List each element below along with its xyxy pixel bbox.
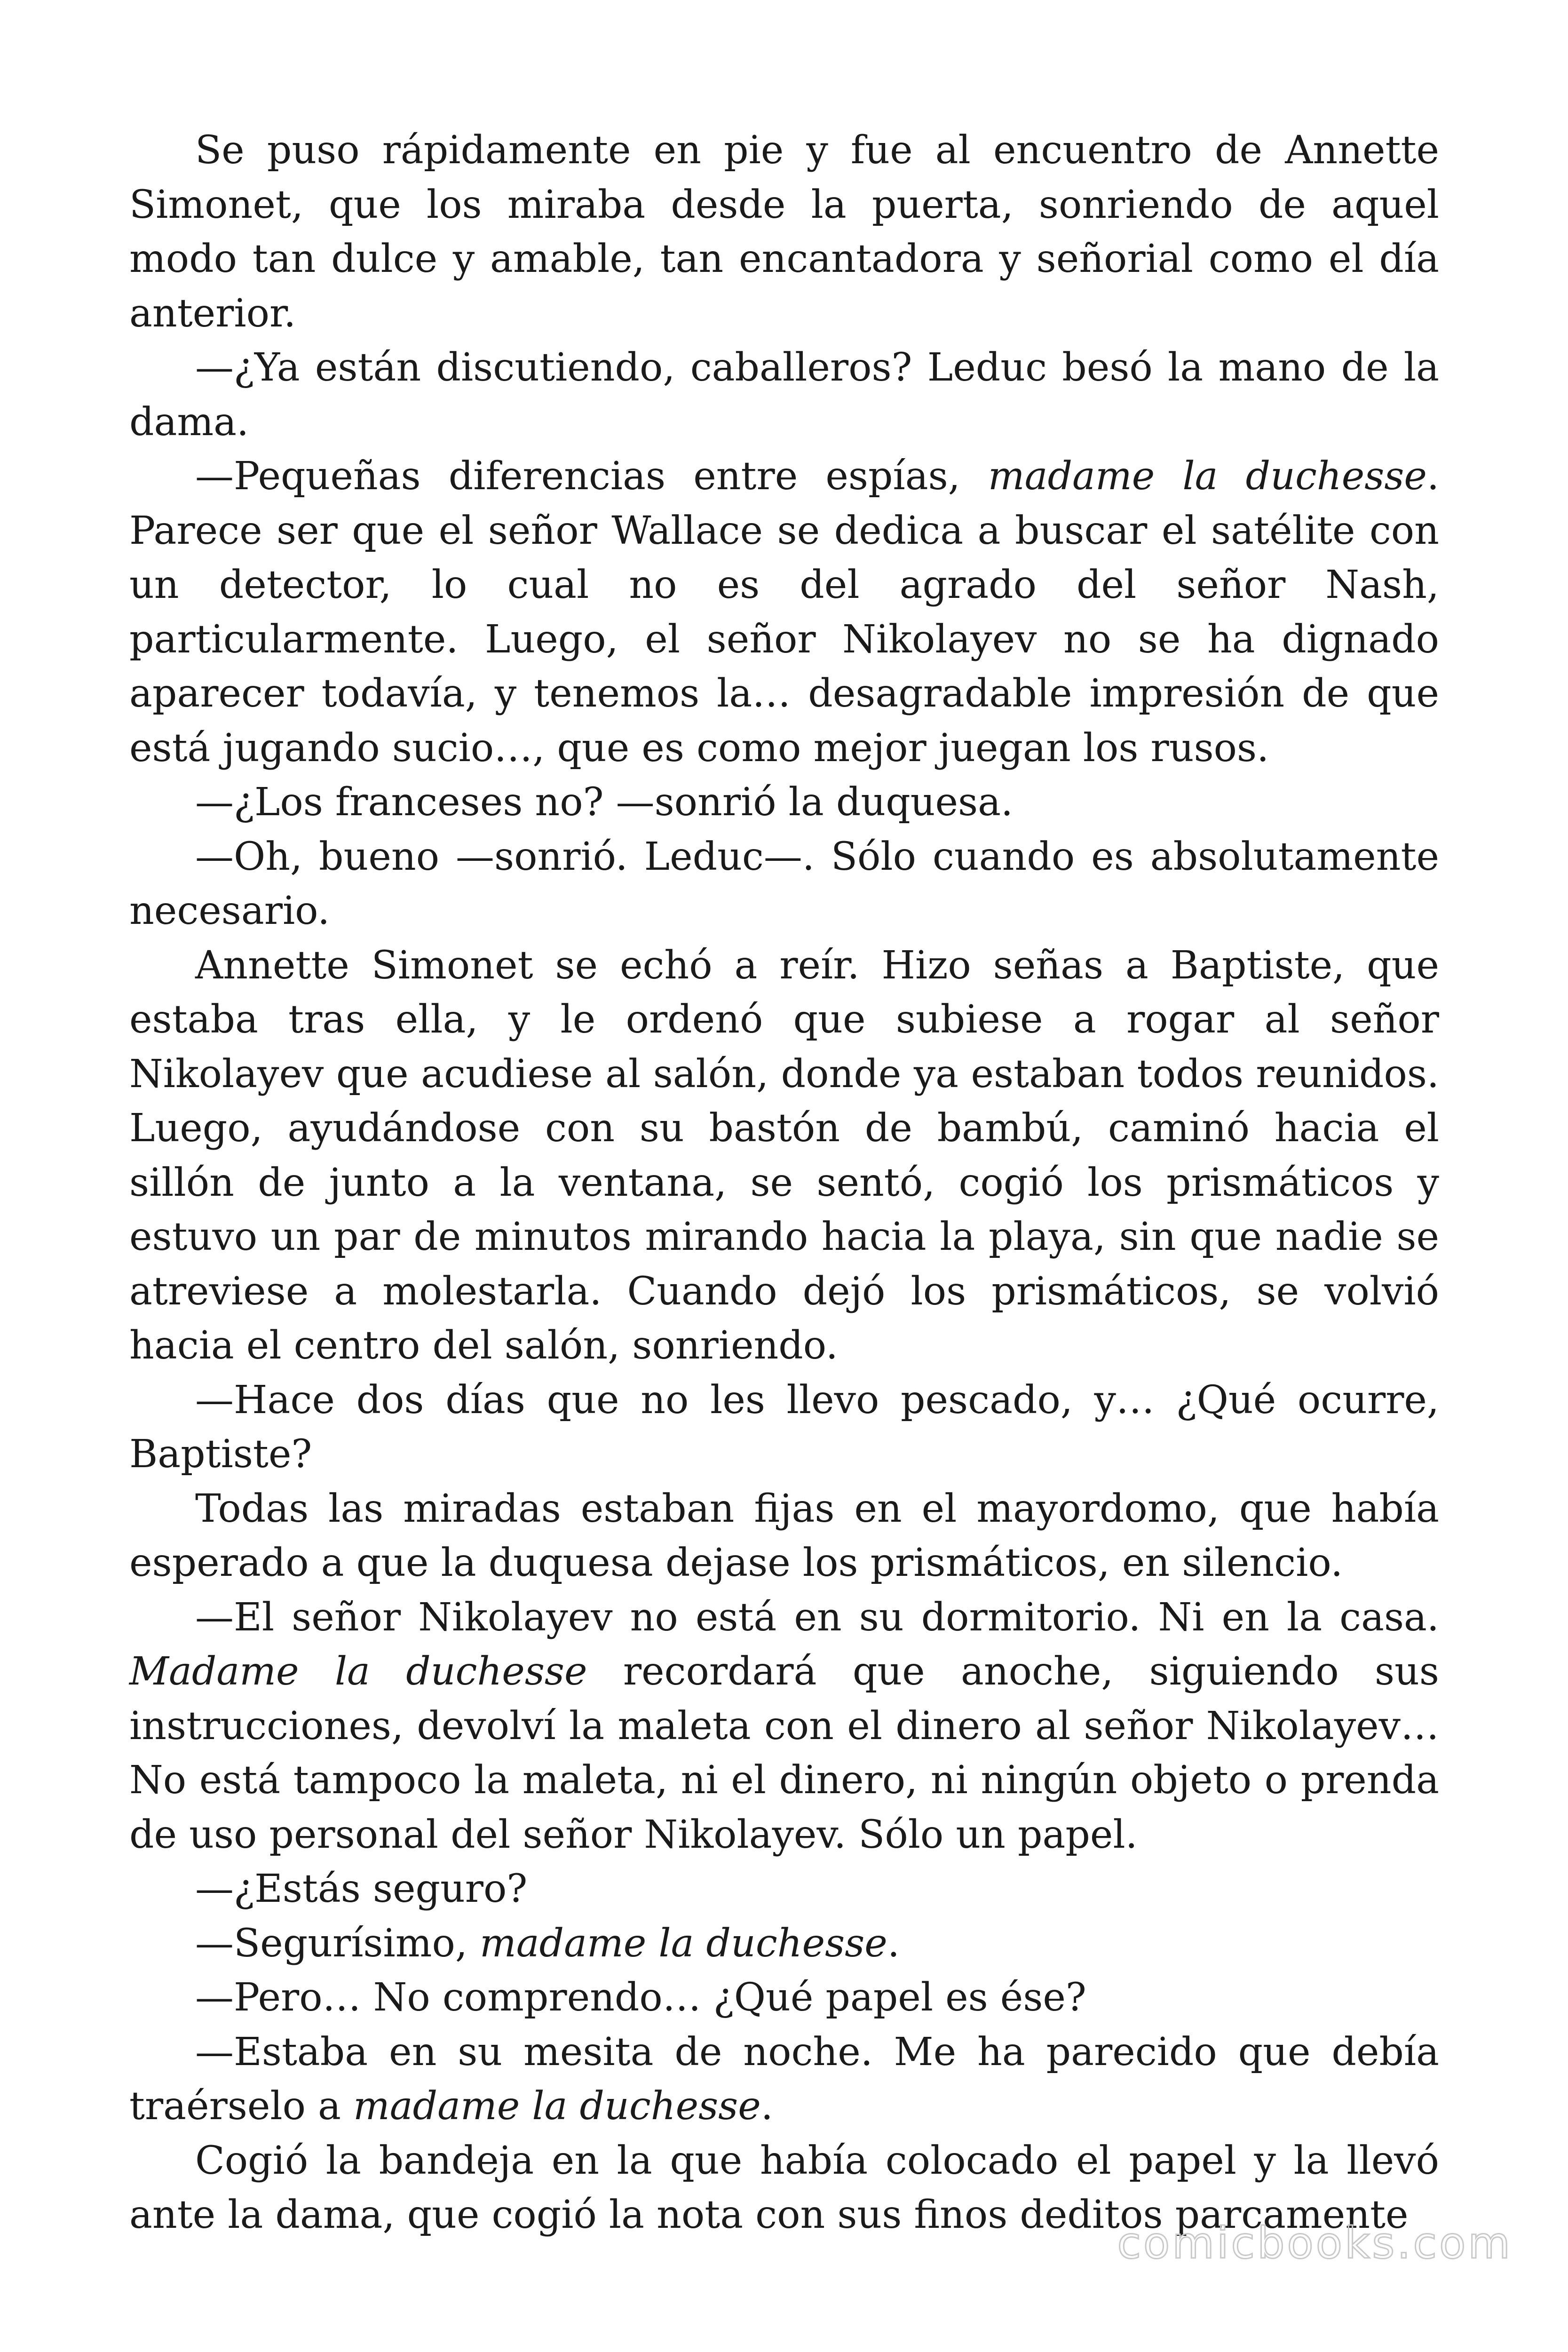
italic-text: madame la duchesse (988, 454, 1427, 499)
text-segment: —¿Estás seguro? (195, 1867, 528, 1911)
paragraph (129, 938, 1439, 1373)
text-segment: Cogió la bandeja en la que había colocado el papel y la llevó ante la dama, que cogió la nota con sus finos deditos parcamente (129, 2138, 1439, 2237)
text-segment: recordará que anoche, siguiendo sus instrucciones, devolví la maleta con el dinero al señor Nikolayev… No está tampoco la maleta, ni el dinero, ni ningún objeto o prenda de uso personal del señor Nikolayev. Sólo un papel. (129, 1649, 1439, 1857)
text-segment: —Pequeñas diferencias entre espías, (195, 454, 988, 499)
text-segment: —¿Los franceses no? —sonrió la duquesa. (195, 780, 1014, 825)
italic-text: madame la duchesse (480, 1921, 887, 1966)
text-segment: —Segurísimo, (195, 1921, 480, 1966)
page-body (129, 123, 1439, 2242)
paragraph (129, 1373, 1439, 1482)
text-segment: Se puso rápidamente en pie y fue al encuentro de Annette Simonet, que los miraba desde la puerta, sonriendo de aquel modo tan dulce y amable, tan encantadora y señorial como el día anterior. (129, 128, 1439, 336)
text-segment: —Oh, bueno —sonrió. Leduc—. Sólo cuando es absolutamente necesario. (129, 834, 1439, 933)
italic-text: Madame la duchesse (129, 1649, 587, 1694)
watermark-logo: comicbooks.com (1117, 2218, 1513, 2268)
text-segment: . (887, 1921, 900, 1966)
paragraph (129, 449, 1439, 775)
text-segment: —Estaba en su mesita de noche. Me ha parecido que debía traérselo a (129, 2029, 1439, 2129)
text-segment: —El señor Nikolayev no está en su dormitorio. Ni en la casa. (195, 1595, 1439, 1640)
text-segment: —Pero… No comprendo… ¿Qué papel es ése? (195, 1975, 1086, 2020)
text-segment: . Parece ser que el señor Wallace se dedica a buscar el satélite con un detector, lo cual no es del agrado del señor Nash, particularmente. Luego, el señor Nikolayev no se ha dignado aparecer todavía, y tenemos la… desagradable impresión de que está jugando sucio…, que es como mejor juegan los rusos. (129, 454, 1440, 771)
paragraph (129, 1862, 1439, 1916)
paragraph (129, 775, 1439, 830)
paragraph (129, 1482, 1439, 1590)
text-segment: . (760, 2084, 773, 2129)
paragraph (129, 123, 1439, 341)
paragraph (129, 1971, 1439, 2025)
text-segment: —Hace dos días que no les llevo pescado, y… ¿Qué ocurre, Baptiste? (129, 1377, 1439, 1477)
paragraph (129, 1590, 1439, 1862)
text-segment: Annette Simonet se echó a reír. Hizo señas a Baptiste, que estaba tras ella, y le ordenó que subiese a rogar al señor Nikolayev que acudiese al salón, donde ya estaban todos reunidos. Luego, ayudándose con su bastón de bambú, caminó hacia el sillón de junto a la ventana, se sentó, cogió los prismáticos y estuvo un par de minutos mirando hacia la playa, sin que nadie se atreviese a molestarla. Cuando dejó los prismáticos, se volvió hacia el centro del salón, sonriendo. (129, 943, 1439, 1368)
paragraph (129, 830, 1439, 938)
paragraph (129, 2025, 1439, 2134)
text-segment: Todas las miradas estaban fijas en el mayordomo, que había esperado a que la duquesa dejase los prismáticos, en silencio. (129, 1486, 1439, 1585)
italic-text: madame la duchesse (353, 2084, 761, 2129)
text-segment: —¿Ya están discutiendo, caballeros? Leduc besó la mano de la dama. (129, 345, 1439, 445)
paragraph (129, 1916, 1439, 1971)
paragraph (129, 341, 1439, 449)
